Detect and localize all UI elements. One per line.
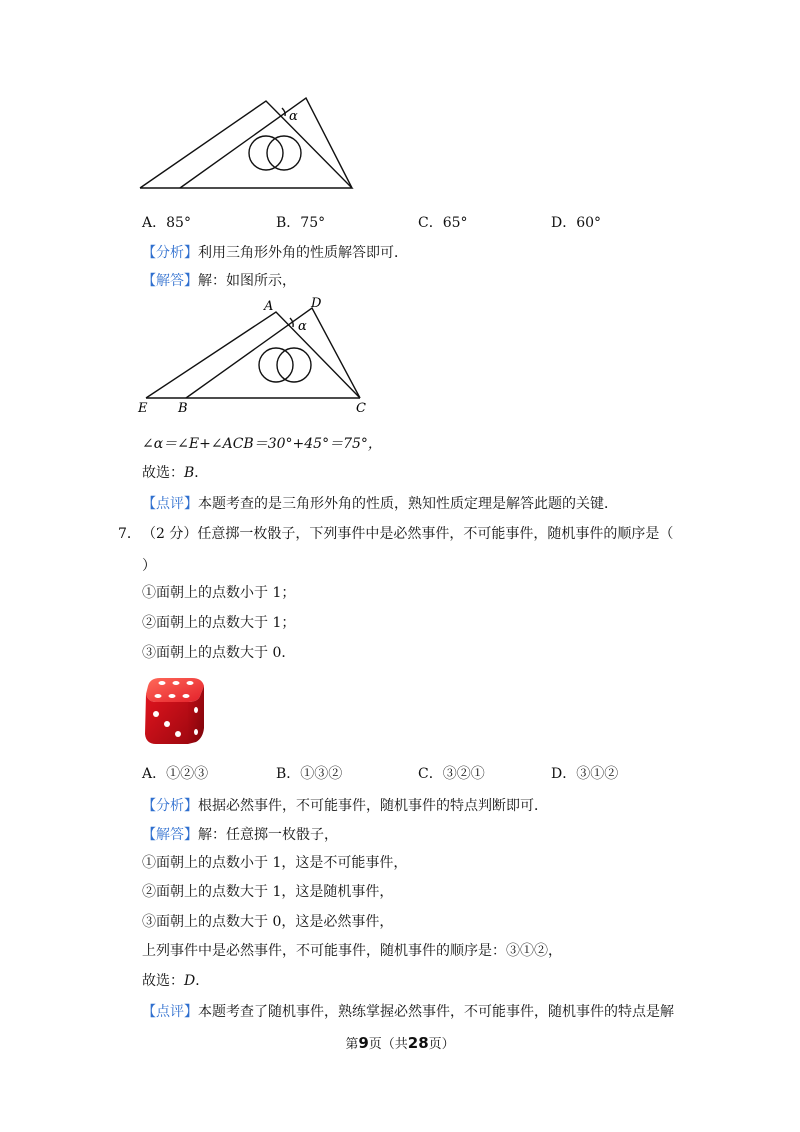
q7-option-b: B．①③② [276, 766, 343, 782]
q7-stem-line2: ） [142, 558, 156, 574]
q7-solution: 【解答】解：任意掷一枚骰子， [142, 827, 338, 843]
q6-analysis: 【分析】利用三角形外角的性质解答即可． [142, 245, 408, 261]
q6-option-a: A．85° [142, 215, 191, 231]
page-number: 9 [358, 1034, 369, 1052]
q7-item-1: ①面朝上的点数小于 1； [142, 585, 296, 601]
label-b: B [178, 401, 188, 416]
q7-solution-line-1: ①面朝上的点数小于 1，这是不可能事件， [142, 855, 408, 871]
q7-answer: 故选：D． [142, 973, 210, 989]
q7-solution-line-3: ③面朝上的点数大于 0，这是必然事件， [142, 914, 394, 930]
figure-triangles-2 [134, 294, 374, 418]
page-footer: 第9页（共28页） [345, 1034, 455, 1052]
circle-left [259, 348, 293, 382]
q7-option-a: A．①②③ [142, 766, 209, 782]
q7-analysis: 【分析】根据必然事件，不可能事件，随机事件的特点判断即可． [142, 798, 548, 814]
figure-triangles-1 [138, 96, 360, 192]
label-d: D [311, 296, 322, 311]
q7-item-3: ③面朝上的点数大于 0． [142, 645, 296, 661]
q7-option-c: C．③②① [418, 766, 485, 782]
q7-number: 7． [118, 526, 141, 542]
alpha-label: α [289, 109, 298, 124]
dice-image [140, 672, 210, 748]
q7-stem-line1: （2 分）任意掷一枚骰子，下列事件中是必然事件，不可能事件，随机事件的顺序是（ [142, 526, 674, 542]
label-e: E [138, 401, 148, 416]
circle-right [267, 136, 301, 170]
q6-option-d: D．60° [551, 215, 602, 231]
label-c: C [356, 401, 366, 416]
page-total: 28 [407, 1034, 429, 1052]
circle-right [277, 348, 311, 382]
q7-solution-line-4: 上列事件中是必然事件，不可能事件，随机事件的顺序是：③①②， [142, 943, 562, 959]
label-a: A [264, 299, 274, 314]
line-e-a-c [146, 312, 360, 398]
circle-left [249, 136, 283, 170]
q7-comment: 【点评】本题考查了随机事件，熟练掌握必然事件，不可能事件，随机事件的特点是解 [142, 1004, 674, 1020]
q7-option-d: D．③①② [551, 766, 619, 782]
label-alpha: α [298, 319, 307, 334]
q6-answer: 故选：B． [142, 465, 209, 481]
line-b-d-c [186, 308, 360, 398]
q6-option-b: B．75° [276, 215, 326, 231]
q7-item-2: ②面朝上的点数大于 1； [142, 615, 296, 631]
q6-option-c: C．65° [418, 215, 468, 231]
q6-equation: ∠α＝∠E+∠ACB＝30°+45°＝75°， [142, 436, 382, 452]
q7-solution-line-2: ②面朝上的点数大于 1，这是随机事件， [142, 884, 394, 900]
q6-comment: 【点评】本题考查的是三角形外角的性质，熟知性质定理是解答此题的关键． [142, 496, 618, 512]
q6-solution: 【解答】解：如图所示， [142, 273, 296, 289]
triangle-line-1 [140, 101, 352, 188]
